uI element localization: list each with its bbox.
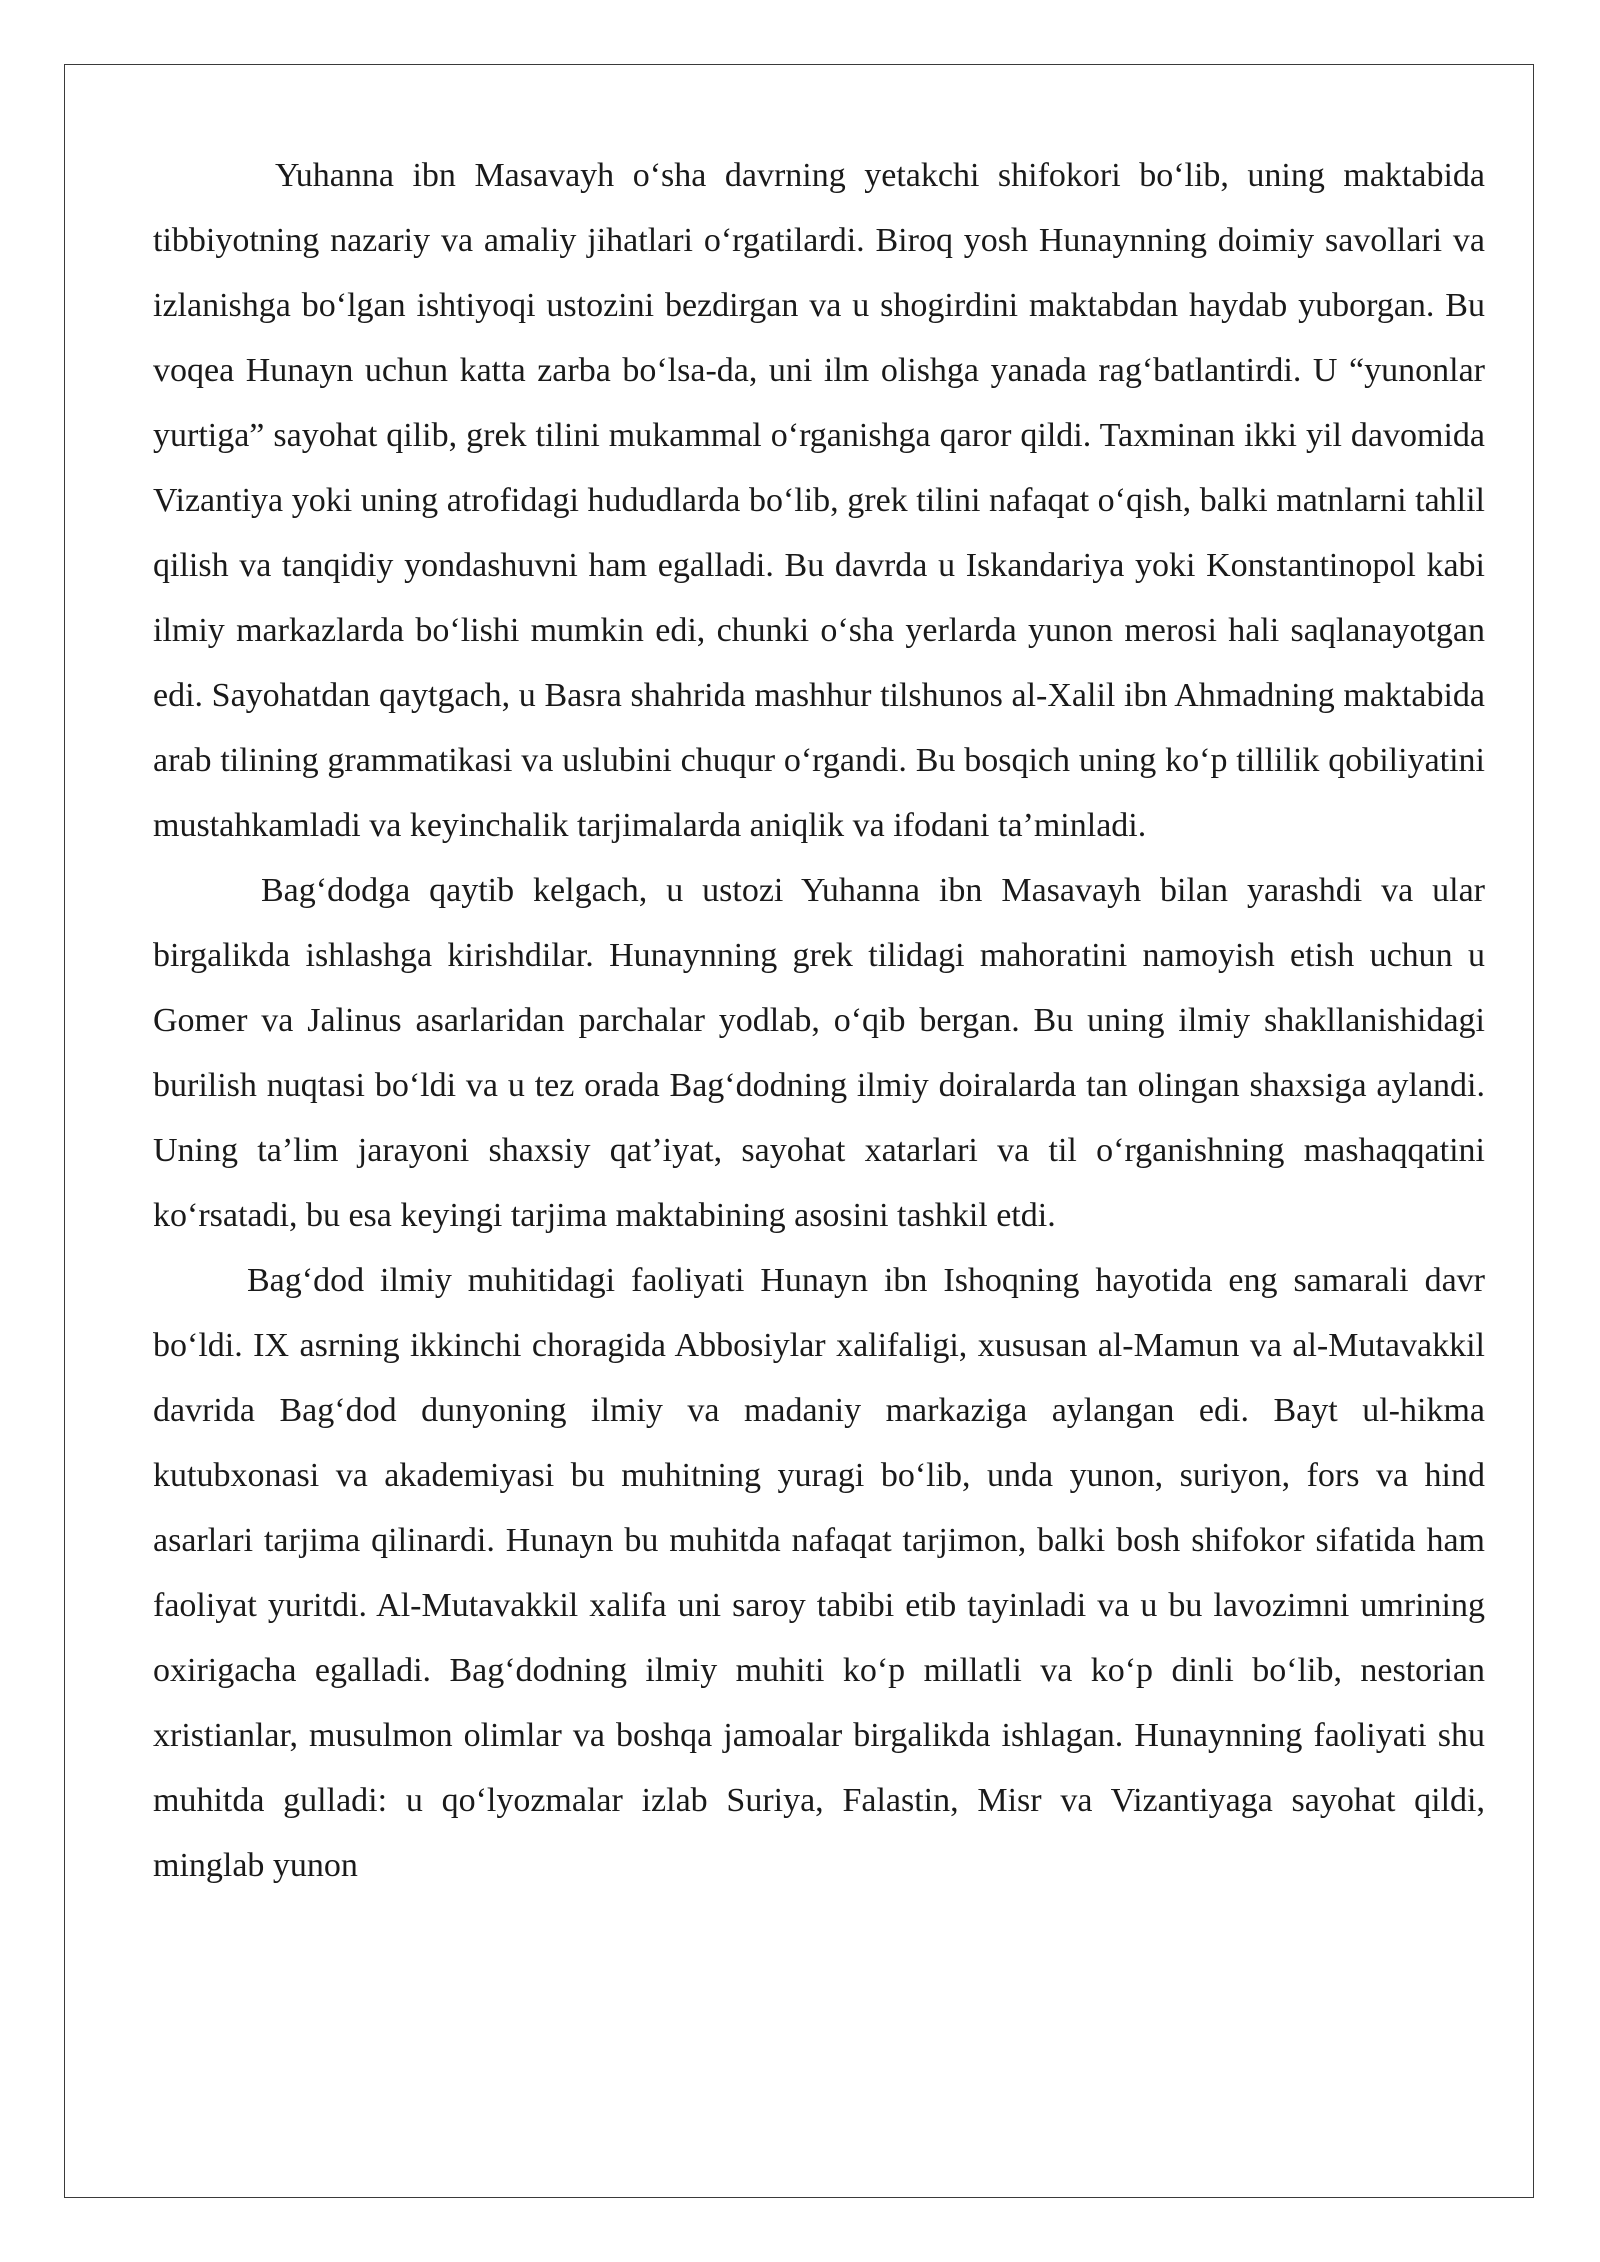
paragraph-3: Bag‘dod ilmiy muhitidagi faoliyati Hunayn ibn Ishoqning hayotida eng samarali davr bo‘ldi. IX asrning ikkinchi choragida Abbosiylar xalifaligi, xususan al-Mamun va al-Mutavakkil davrida Bag‘dod dunyoning ilmiy va madaniy markaziga aylangan edi. Bayt ul-hikma kutubxonasi va akademiyasi bu muhitning yuragi bo‘lib, unda yunon, suriyon, fors va hind asarlari tarjima qilinardi. Hunayn bu muhitda nafaqat tarjimon, balki bosh shifokor sifatida ham faoliyat yuritdi. Al-Mutavakkil xalifa uni saroy tabibi etib tayinladi va u bu lavozimni umrining oxirigacha egalladi. Bag‘dodning ilmiy muhiti ko‘p millatli va ko‘p dinli bo‘lib, nestorian xristianlar, musulmon olimlar va boshqa jamoalar birgalikda ishlagan. Hunaynning faoliyati shu muhitda gulladi: u qo‘lyozmalar izlab Suriya, Falastin, Misr va Vizantiyaga sayohat qildi, minglab yunon (153, 1262, 1485, 1884)
paragraph-2: Bag‘dodga qaytib kelgach, u ustozi Yuhanna ibn Masavayh bilan yarashdi va ular birgalikda ishlashga kirishdilar. Hunaynning grek tilidagi mahoratini namoyish etish uchun u Gomer va Jalinus asarlaridan parchalar yodlab, o‘qib bergan. Bu uning ilmiy shakllanishidagi burilish nuqtasi bo‘ldi va u tez orada Bag‘dodning ilmiy doiralarda tan olingan shaxsiga aylandi. Uning ta’lim jarayoni shaxsiy qat’iyat, sayohat xatarlari va til o‘rganishning mashaqqatini ko‘rsatadi, bu esa keyingi tarjima maktabining asosini tashkil etdi. (153, 872, 1485, 1234)
paragraph-1: Yuhanna ibn Masavayh o‘sha davrning yetakchi shifokori bo‘lib, uning maktabida tibbiyotning nazariy va amaliy jihatlari o‘rgatilardi. Biroq yosh Hunaynning doimiy savollari va izlanishga bo‘lgan ishtiyoqi ustozini bezdirgan va u shogirdini maktabdan haydab yuborgan. Bu voqea Hunayn uchun katta zarba bo‘lsa-da, uni ilm olishga yanada rag‘batlantirdi. U “yunonlar yurtiga” sayohat qilib, grek tilini mukammal o‘rganishga qaror qildi. Taxminan ikki yil davomida Vizantiya yoki uning atrofidagi hududlarda bo‘lib, grek tilini nafaqat o‘qish, balki matnlarni tahlil qilish va tanqidiy yondashuvni ham egalladi. Bu davrda u Iskandariya yoki Konstantinopol kabi ilmiy markazlarda bo‘lishi mumkin edi, chunki o‘sha yerlarda yunon merosi hali saqlanayotgan edi. Sayohatdan qaytgach, u Basra shahrida mashhur tilshunos al-Xalil ibn Ahmadning maktabida arab tilining grammatikasi va uslubini chuqur o‘rgandi. Bu bosqich uning ko‘p tillilik qobiliyatini mustahkamladi va keyinchalik tarjimalarda aniqlik va ifodani ta’minladi. (153, 157, 1485, 844)
document-body (153, 143, 1485, 1898)
